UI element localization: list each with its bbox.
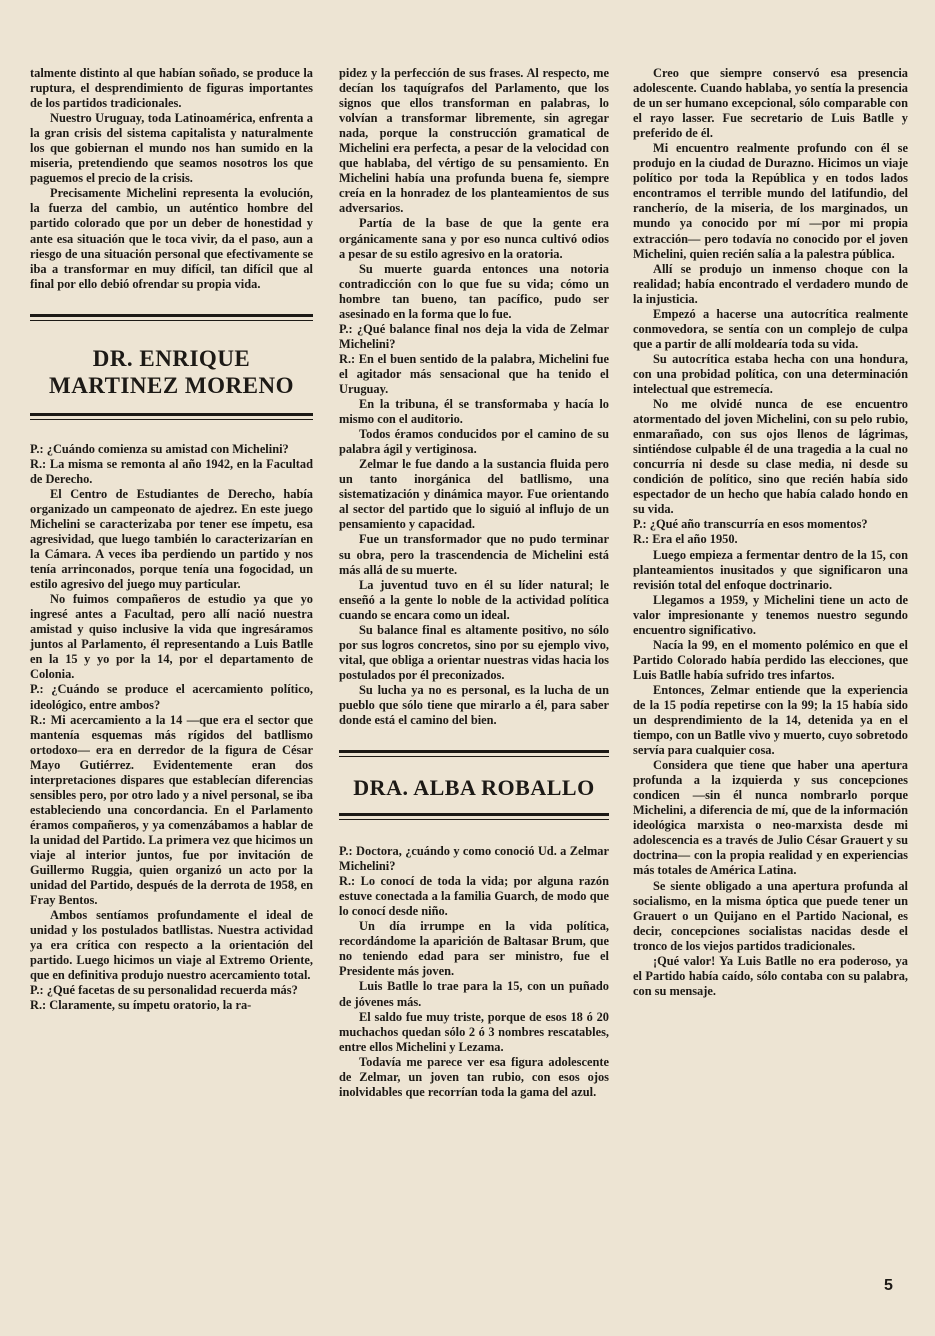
paragraph: Su balance final es altamente positivo, no sólo por sus logros concretos, sino por su ejemplo vivo, vital, que obliga a orientar nuestras vidas hacia los postulados por él preconizados. [339,622,609,682]
section-heading-alba-roballo [339,750,609,820]
paragraph: Considera que tiene que haber una apertura profunda a la izquierda y sus concepciones condicen —sin él nunca nombrarlo porque Michelini, a diferencia de mí, que de la información ideológica marxista o neo-marxista desde mi adolescencia es a través de Julio César Grauert y su doctrina— con la propia realidad y en experiencias más totales de América Latina. [633,758,908,878]
paragraph: Entonces, Zelmar entiende que la experiencia de la 15 podía repetirse con la 99; la 15 había sido un desprendimiento de la 14, detenida ya en el tiempo, con un Batlle vivo y muerto, cuyo sobretodo servía para cualquier cosa. [633,682,908,758]
paragraph: ¡Qué valor! Ya Luis Batlle no era poderoso, ya el Partido había caído, sólo contaba con su palabra, con su mensaje. [633,953,908,998]
paragraph: Nacía la 99, en el momento polémico en que el Partido Colorado había perdido las elecciones, que Luis Batlle había sufrido tres infartos. [633,637,908,682]
paragraph: Zelmar le fue dando a la sustancia fluida pero un tanto inorgánica del batllismo, una sistematización y dinámica mayor. Fue orientando al sector del partido que lo siguió al influjo de un pensamiento y capacidad. [339,457,609,532]
paragraph: Su muerte guarda entonces una notoria contradicción con lo que fue su vida; cómo un hombre tan bueno, tan pacífico, pudo ser asesinado en la forma que lo fue. [339,261,609,321]
question: P.: ¿Qué facetas de su personalidad recuerda más? [30,983,298,998]
section-heading-martinez-moreno [30,314,313,420]
paragraph: Precisamente Michelini representa la evolución, la fuerza del cambio, un auténtico hombre del partido colorado que por un deber de honestidad y ante esa situación que le toca vivir, da el paso, aun a riesgo de una situación personal que efectivamente se iba a transformar en muy difícil, tan difícil que al final por ello debió ofrendar su propia vida. [30,186,313,291]
paragraph: El Centro de Estudiantes de Derecho, había organizado un campeonato de ajedrez. En este juego Michelini se caracterizaba por tener ese ímpetu, esa agresividad, que luego también lo caracterizarían en la Cámara. A veces iba perdiendo un partido y nos tenía arrinconados, porque tenía una fogocidad, un estilo agresivo del juego muy particular. [30,486,313,592]
paragraph: Allí se produjo un inmenso choque con la realidad; había encontrado el verdadero mundo de la injusticia. [633,261,908,306]
paragraph: La juventud tuvo en él su líder natural; le enseñó a la gente lo noble de la actividad política cuando se encara como un ideal. [339,577,609,622]
answer: R.: Claramente, su ímpetu oratorio, la ra- [30,998,252,1013]
paragraph: Partía de la base de que la gente era orgánicamente sana y por eso nunca cultivó odios a pesar de su estilo agresivo en la oratoria. [339,216,609,261]
paragraph: Su lucha ya no es personal, es la lucha de un pueblo que sólo tiene que mirarlo a él, para saber donde está el camino del bien. [339,682,609,728]
paragraph: Su autocrítica estaba hecha con una hondura, con una probidad política, con una determinación intelectual que estremecía. [633,351,908,396]
paragraph: Empezó a hacerse una autocrítica realmente conmovedora, se sentía con un complejo de culpa que a partir de allí moldearía toda su vida. [633,306,908,351]
page-number: 5 [884,1277,893,1294]
column-1 [30,66,313,1013]
paragraph: El saldo fue muy triste, porque de esos 18 ó 20 muchachos quedan sólo 2 ó 3 nombres rescatables, entre ellos Michelini y Lezama. [339,1009,609,1054]
paragraph: Todos éramos conducidos por el camino de su palabra ágil y vertiginosa. [339,427,609,457]
paragraph: pidez y la perfección de sus frases. Al respecto, me decían los taquígrafos del Parlamento, que los signos que ellos transforman en palabras, lo volvían a transformar libremente, sin agregar nada, porque la construcción gramatical de Michelini era perfecta, a pesar de la velocidad con que hablaba, del vértigo de su pensamiento. En Michelini había una profunda buena fe, siempre creía en la honradez de los planteamientos de sus adversarios. [339,66,609,216]
answer: R.: Mi acercamiento a la 14 —que era el sector que mantenía esquemas más rígidos del batllismo ortodoxo— era en derredor de la figura de César Mayo Gutiérrez. Evidentemente eran dos interpretaciones dispares que establecían diferencias sensibles pero, por otro lado y a nivel personal, se iba estableciendo una concordancia. En el Parlamento éramos compañeros, y ya comenzábamos a hablar de la unidad del Partido. La primera vez que hicimos un viaje al interior juntos, fue por invitación de Guillermo Ruggia, quien organizó un acto por la unidad del Partido, después de la derrota de 1958, en Fray Bentos. [30,712,313,908]
paragraph: No fuimos compañeros de estudio ya que yo ingresé antes a Facultad, pero allí nació nuestra amistad y quiso inclusive la vida que ingresáramos juntos al Parlamento, él representando a Luis Batlle en la 15 y yo por la 14, por el departamento de Colonia. [30,592,313,682]
answer: R.: Lo conocí de toda la vida; por alguna razón estuve conectada a la familia Guarch, de modo que lo conocí desde niño. [339,874,609,919]
question: P.: ¿Cuándo se produce el acercamiento político, ideológico, entre ambos? [30,682,313,712]
answer: R.: La misma se remonta al año 1942, en la Facultad de Derecho. [30,456,313,486]
heading-text: DRA. ALBA ROBALLO [339,756,609,816]
paragraph: No me olvidé nunca de ese encuentro atormentado del joven Michelini, con su pelo rubio, enmarañado, con sus ojos llenos de lágrimas, sintiéndose culpable él de una tragedia a la cual no concurría ni desde su clase media, ni desde su condición de político, sino que recién había sido espectador de un hecho que había calado hondo en su vida. [633,397,908,517]
paragraph: Un día irrumpe en la vida política, recordándome la aparición de Baltasar Brum, que no teniendo edad para ser ministro, fue el Presidente más joven. [339,919,609,979]
question: P.: Doctora, ¿cuándo y como conoció Ud. a Zelmar Michelini? [339,844,609,874]
question: P.: ¿Qué año transcurría en esos momentos? [633,517,868,532]
column-3 [633,66,908,999]
paragraph: Mi encuentro realmente profundo con él se produjo en la ciudad de Durazno. Hicimos un viaje político por toda la República y en todos lados encontramos el terrible mundo del latifundio, del rancherío, de la miseria, de los marginados, un mundo ya conocido por mí —por mi propia extracción— pero todavía no conocido por el joven Michelini, quien recién salía a la palestra pública. [633,141,908,261]
paragraph: Creo que siempre conservó esa presencia adolescente. Cuando hablaba, yo sentía la presencia de un ser humano excepcional, sólo comparable con el rayo lasser. Fue secretario de Luis Batlle y preferido de él. [633,66,908,141]
paragraph: Luis Batlle lo trae para la 15, con un puñado de jóvenes más. [339,979,609,1009]
heading-line: DR. ENRIQUE [92,345,251,371]
question: P.: ¿Cuándo comienza su amistad con Michelini? [30,441,289,456]
paragraph: talmente distinto al que habían soñado, se produce la ruptura, el desprendimiento de figuras importantes de los partidos tradicionales. [30,66,313,111]
paragraph: Fue un transformador que no pudo terminar su obra, pero la trascendencia de Michelini está más allá de su muerte. [339,532,609,577]
answer: R.: En el buen sentido de la palabra, Michelini fue el agitador más sensacional que ha tenido el Uruguay. [339,351,609,396]
paragraph: Ambos sentíamos profundamente el ideal de unidad y los postulados batllistas. Nuestra actividad ya era crítica con respecto a la orientación del partido. Luego hicimos un viaje al Extremo Oriente, que en definitiva produjo nuestro acercamiento total. [30,908,313,983]
paragraph: En la tribuna, él se transformaba y hacía lo mismo con el auditorio. [339,397,609,427]
heading-line: MARTINEZ MORENO [48,372,294,398]
question: P.: ¿Qué balance final nos deja la vida de Zelmar Michelini? [339,321,609,351]
answer: R.: Era el año 1950. [633,532,738,547]
paragraph: Luego empieza a fermentar dentro de la 15, con planteamientos inusitados y que significaron una revisión total del enfoque doctrinario. [633,547,908,592]
paragraph: Se siente obligado a una apertura profunda al socialismo, en la misma óptica que puede tener un Grauert o un Quijano en el Partido Nacional, es decir, concepciones socialistas nacidas desde el tronco de los viejos partidos tradicionales. [633,878,908,953]
column-2 [339,66,609,1100]
paragraph: Nuestro Uruguay, toda Latinoamérica, enfrenta a la gran crisis del sistema capitalista y naturalmente los que gobiernan el mundo nos han sumido en la miseria, pretendiendo que seamos nosotros los que paguemos el precio de la crisis. [30,111,313,186]
paragraph: Llegamos a 1959, y Michelini tiene un acto de valor impresionante y tenemos nuestro segundo encuentro significativo. [633,592,908,637]
paragraph: Todavía me parece ver esa figura adolescente de Zelmar, un joven tan rubio, con esos ojos inolvidables que recorrían toda la gama del azul. [339,1054,609,1099]
